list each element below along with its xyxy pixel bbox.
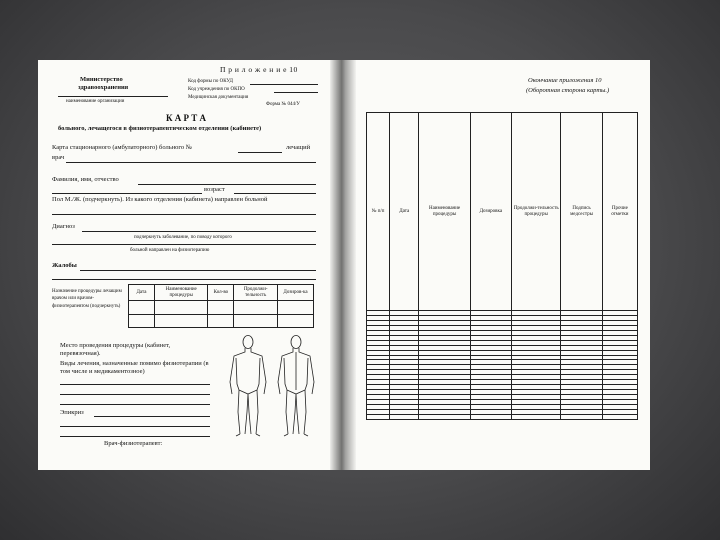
col-duration: Продолжи-тельность	[234, 285, 278, 301]
book-spine-shadow	[330, 60, 356, 470]
card-front-page	[38, 60, 338, 470]
col-nurse-signature: Подпись медсестры	[561, 113, 602, 311]
body-back-figure	[278, 336, 314, 437]
scanned-document	[38, 60, 650, 470]
okud-label: Код формы по ОКУД	[188, 79, 233, 84]
card-reverse-page	[356, 60, 650, 470]
diagnosis-caption2: больной направлен на физиотерапию	[130, 248, 210, 253]
body-diagram	[224, 332, 324, 438]
col-dosage: Дозировка	[470, 113, 511, 311]
col-date: Дата	[129, 285, 155, 301]
col-procedure-name: Наименование процедуры	[154, 285, 208, 301]
col-number: № п/п	[367, 113, 390, 311]
procedure-place-text: Место проведения процедуры (кабинет, перевязочная).	[60, 342, 171, 358]
physiotherapist-signature: Врач-физиотерапевт:	[104, 440, 163, 447]
form-number: Форма № 044/У	[266, 102, 300, 107]
col-quantity: Кол-во	[208, 285, 234, 301]
prescription-label: Назначение процедуры лечащим врачом или врачом-физиотерапевтом (подчеркнуть)	[52, 289, 122, 309]
age-label: возраст	[204, 186, 225, 193]
col-duration: Продолжи-тельность процедуры	[512, 113, 561, 311]
org-caption: наименование организации	[66, 99, 125, 104]
ministry-line1: Министерство	[80, 76, 123, 83]
col-other-notes: Прочие отметки	[602, 113, 637, 311]
complaints-label: Жалобы	[52, 262, 77, 269]
col-dosage: Дозиров-ка	[278, 285, 314, 301]
doctor-suffix: лечащий	[286, 144, 311, 151]
col-procedure-name: Наименование процедуры	[419, 113, 470, 311]
card-title: К А Р Т А	[166, 113, 207, 123]
procedures-log-table	[366, 112, 638, 420]
ministry-line2: здравоохранения	[78, 84, 129, 91]
appendix-label: П р и л о ж е н и е 10	[220, 65, 298, 74]
sex-department-line: Пол М./Ж. (подчеркнуть). Из какого отделения (кабинета) направлен больной	[52, 196, 268, 203]
procedure-table	[128, 284, 314, 328]
diagnosis-caption1: подчеркнуть заболевание, по поводу которого	[134, 235, 232, 240]
continuation-label: Окончание приложения 10	[528, 77, 602, 84]
diagnosis-label: Диагноз	[52, 223, 75, 230]
other-treatment-text: Виды лечения, назначенные помимо физиотерапии (в том числе и медикаментозное)	[60, 360, 209, 376]
table-row	[367, 414, 638, 419]
doctor-line: врач	[52, 154, 65, 161]
epicrisis-label: Эпикриз	[60, 409, 84, 416]
card-subtitle: больного, лечащегося в физиотерапевтическом отделении (кабинете)	[58, 125, 262, 132]
okpo-label: Код учреждения по ОКПО	[188, 87, 245, 92]
col-date: Дата	[390, 113, 419, 311]
body-front-figure	[230, 336, 266, 437]
reverse-side-label: (Оборотная сторона карты.)	[526, 87, 610, 94]
med-doc-label: Медицинская документация	[188, 95, 249, 100]
card-number-line: Карта стационарного (амбулаторного) больного №	[52, 144, 193, 151]
patient-name-line: Фамилия, имя, отчество	[52, 176, 119, 183]
